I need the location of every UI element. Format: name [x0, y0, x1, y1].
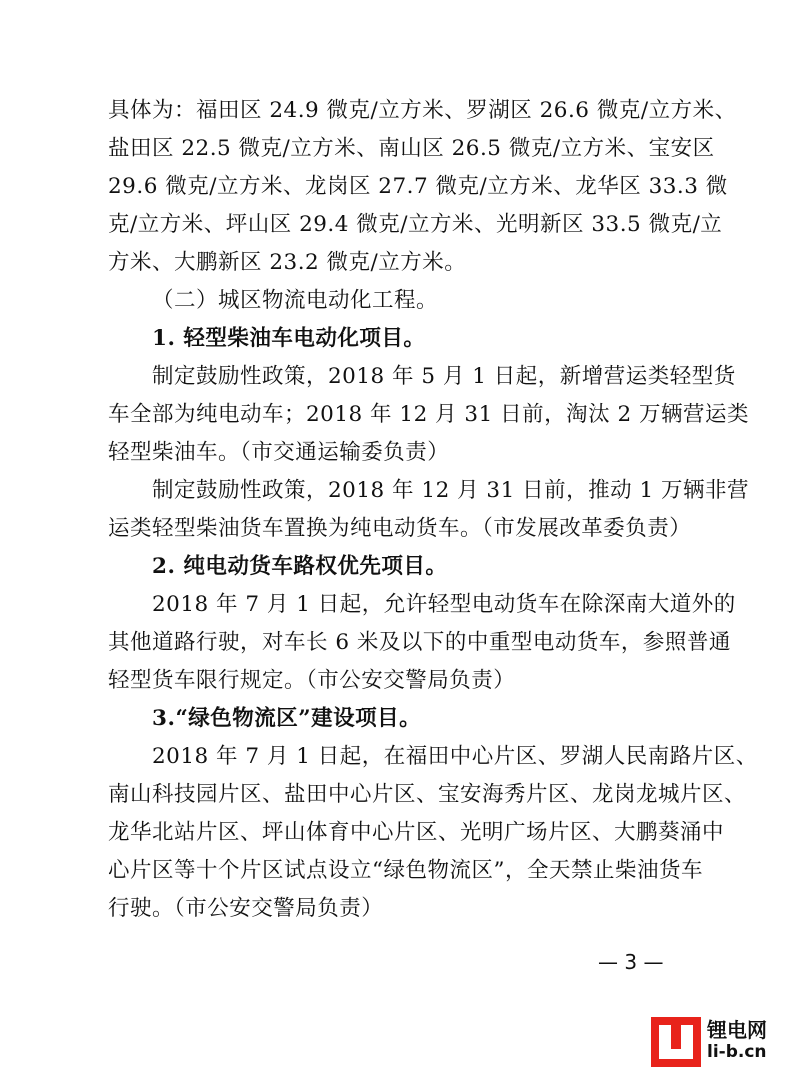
text-line: 南山科技园片区、盐田中心片区、宝安海秀片区、龙岗龙城片区、: [108, 782, 747, 807]
text-line: 其他道路行驶，对车长 6 米及以下的中重型电动货车，参照普通: [108, 630, 731, 655]
text-line: 制定鼓励性政策，2018 年 5 月 1 日起，新增营运类轻型货: [152, 364, 736, 389]
section-heading: 1. 轻型柴油车电动化项目。: [152, 326, 426, 351]
text-line: 心片区等十个片区试点设立“绿色物流区”，全天禁止柴油货车: [108, 858, 703, 883]
text-line: 车全部为纯电动车；2018 年 12 月 31 日前，淘汰 2 万辆营运类: [108, 402, 749, 427]
page-number: — 3 —: [598, 950, 664, 974]
watermark-logo: [651, 1017, 788, 1067]
text-line: 龙华北站片区、坪山体育中心片区、光明广场片区、大鹏葵涌中: [108, 820, 725, 845]
logo-mark-icon: [651, 1017, 701, 1067]
text-line: 制定鼓励性政策，2018 年 12 月 31 日前，推动 1 万辆非营: [152, 478, 749, 503]
text-line: 具体为：福田区 24.9 微克/立方米、罗湖区 26.6 微克/立方米、: [108, 98, 737, 123]
text-line: 2018 年 7 月 1 日起，允许轻型电动货车在除深南大道外的: [152, 592, 736, 617]
text-line: （二）城区物流电动化工程。: [152, 288, 439, 313]
text-line: 2018 年 7 月 1 日起，在福田中心片区、罗湖人民南路片区、: [152, 744, 758, 769]
text-line: 行驶。（市公安交警局负责）: [108, 896, 384, 921]
text-line: 克/立方米、坪山区 29.4 微克/立方米、光明新区 33.5 微克/立: [108, 212, 723, 237]
logo-text: [707, 1019, 767, 1063]
document-body: [108, 92, 758, 928]
text-line: 轻型柴油车。（市交通运输委负责）: [108, 440, 450, 465]
text-line: 29.6 微克/立方米、龙岗区 27.7 微克/立方米、龙华区 33.3 微: [108, 174, 728, 199]
section-heading: 2. 纯电动货车路权优先项目。: [152, 554, 448, 579]
section-heading: 3.“绿色物流区”建设项目。: [152, 706, 422, 731]
text-line: 盐田区 22.5 微克/立方米、南山区 26.5 微克/立方米、宝安区: [108, 136, 715, 161]
logo-name: 锂电网: [707, 1018, 767, 1042]
text-line: 轻型货车限行规定。（市公安交警局负责）: [108, 668, 516, 693]
text-line: 运类轻型柴油货车置换为纯电动货车。（市发展改革委负责）: [108, 516, 692, 541]
text-line: 方米、大鹏新区 23.2 微克/立方米。: [108, 250, 467, 275]
logo-domain: li-b.cn: [707, 1042, 767, 1062]
